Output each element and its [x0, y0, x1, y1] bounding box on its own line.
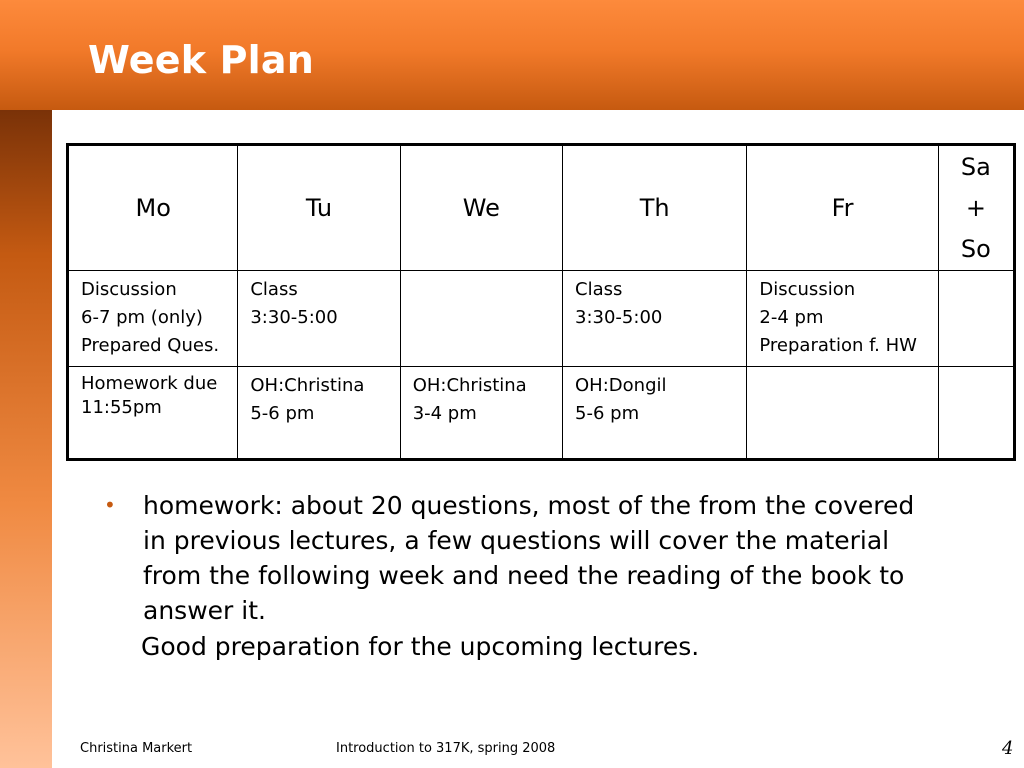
header-we: We: [400, 145, 562, 271]
header-tu: Tu: [238, 145, 400, 271]
footer-author: Christina Markert: [80, 741, 193, 756]
bullet-item: [104, 488, 924, 628]
table-cell: [68, 271, 238, 367]
table-cell: [747, 367, 938, 460]
table-cell: [563, 367, 747, 460]
cell-line: Class: [250, 279, 298, 300]
table-cell: [238, 271, 400, 367]
table-cell: [238, 367, 400, 460]
footer-course: Introduction to 317K, spring 2008: [336, 741, 556, 756]
footer-page-number: 4: [1002, 738, 1014, 759]
left-decorative-strip: [0, 110, 52, 768]
table-header-row: [68, 145, 1015, 271]
cell-line: Discussion: [759, 279, 856, 300]
cell-line: OH:Dongil: [575, 375, 667, 396]
cell-line: Class: [575, 279, 623, 300]
header-plus: +: [965, 193, 986, 222]
table-cell: [938, 367, 1014, 460]
bullet-text: homework: about 20 questions, most of the from the covered in previous lectures, a few questions will cover the material from the following week and need the reading of the book to answer it.: [143, 491, 915, 625]
cell-line: 3:30-5:00: [575, 307, 663, 328]
cell-line: OH:Christina: [412, 375, 527, 396]
cell-line: OH:Christina: [250, 375, 365, 396]
header-fr: Fr: [747, 145, 938, 271]
table-cell: [400, 367, 562, 460]
table-cell: [938, 271, 1014, 367]
table-row: [68, 367, 1015, 460]
header-mo: Mo: [68, 145, 238, 271]
cell-line: 3:30-5:00: [250, 307, 338, 328]
cell-line: Preparation f. HW: [759, 335, 917, 356]
header-so: So: [960, 234, 991, 263]
cell-line: 6-7 pm (only): [81, 307, 203, 328]
table-cell: [400, 271, 562, 367]
cell-line: 5-6 pm: [575, 403, 640, 424]
cell-line: Homework due 11:55pm: [81, 373, 218, 418]
bullet-subtext: Good preparation for the upcoming lectures.: [141, 632, 700, 661]
cell-line: 2-4 pm: [759, 307, 824, 328]
slide-title: Week Plan: [88, 38, 314, 82]
bullet-dot-icon: •: [104, 493, 116, 517]
cell-line: 5-6 pm: [250, 403, 315, 424]
table-row: [68, 271, 1015, 367]
week-plan-table: [66, 143, 1016, 461]
cell-line: 3-4 pm: [412, 403, 477, 424]
cell-line: Discussion: [81, 279, 177, 300]
header-sa: Sa: [960, 152, 991, 181]
header-th: Th: [563, 145, 747, 271]
table-cell: [747, 271, 938, 367]
header-sa-so: [938, 145, 1014, 271]
table-cell: [563, 271, 747, 367]
table-cell: [68, 367, 238, 460]
cell-line: Prepared Ques.: [81, 335, 220, 356]
